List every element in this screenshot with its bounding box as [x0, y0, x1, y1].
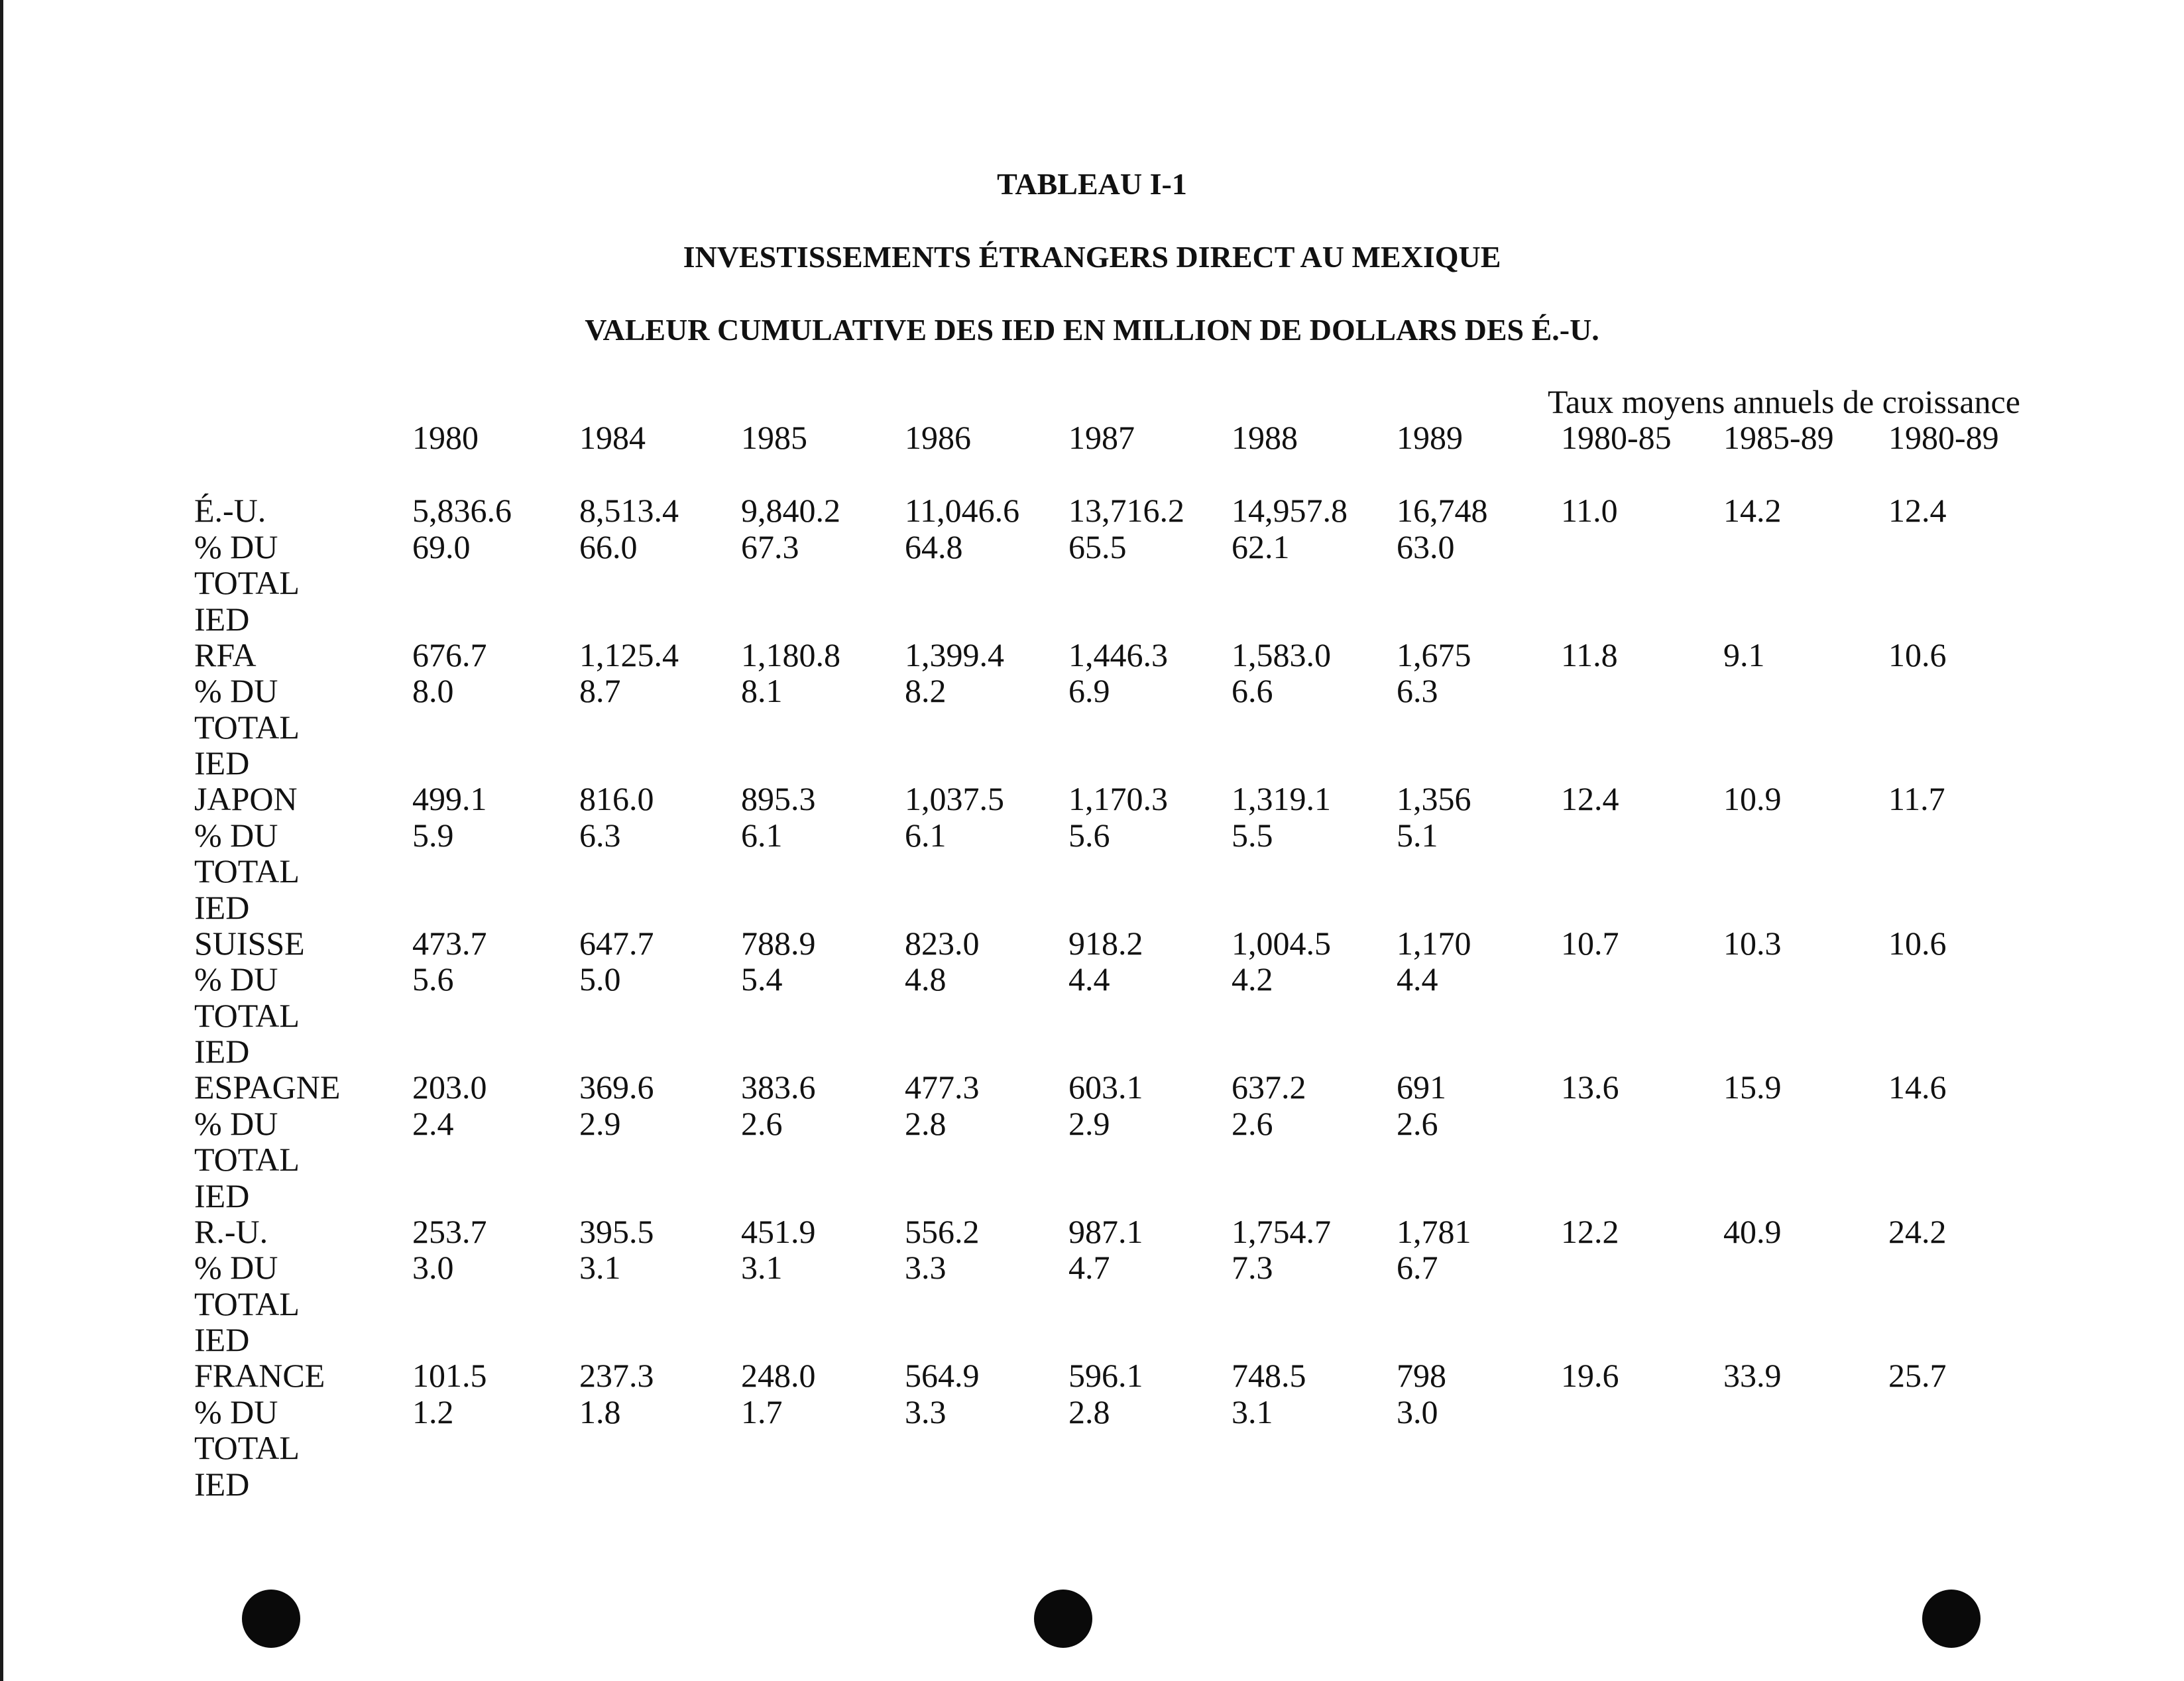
table-title: INVESTISSEMENTS ÉTRANGERS DIRECT AU MEXIQUE: [683, 240, 1501, 274]
table-cell-value: 11,046.6: [905, 492, 1020, 529]
table-cell-value: 987.1: [1068, 1212, 1143, 1250]
table-cell-share: 3.1: [1232, 1393, 1273, 1430]
table-cell-share: 1.2: [412, 1393, 454, 1430]
table-cell-value: 10.6: [1888, 924, 1947, 962]
table-cell-share: 66.0: [579, 528, 638, 565]
table-cell-value: 1,004.5: [1232, 924, 1331, 962]
table-cell-value: 10.9: [1723, 780, 1782, 817]
table-cell-value: 748.5: [1232, 1357, 1306, 1394]
table-cell-value: 12.4: [1888, 492, 1947, 529]
column-header: 1987: [1068, 419, 1135, 456]
row-label-country: R.-U.: [194, 1212, 268, 1250]
row-label-country: FRANCE: [194, 1357, 325, 1394]
table-cell-share: 67.3: [741, 528, 799, 565]
table-cell-value: 477.3: [905, 1069, 980, 1106]
column-header: 1980-89: [1888, 419, 1999, 456]
table-cell-value: 1,399.4: [905, 636, 1004, 673]
table-cell-value: 1,675: [1397, 636, 1471, 673]
punch-hole-center: [1034, 1590, 1092, 1648]
table-cell-share: 5.1: [1397, 816, 1438, 854]
column-header: 1986: [905, 419, 971, 456]
table-cell-value: 19.6: [1561, 1357, 1619, 1394]
row-label-share: % DU: [194, 1104, 278, 1142]
table-number: TABLEAU I-1: [997, 167, 1187, 201]
column-header: 1985: [741, 419, 807, 456]
row-label-country: ESPAGNE: [194, 1069, 341, 1106]
table-cell-value: 10.7: [1561, 924, 1619, 962]
row-label-country: SUISSE: [194, 924, 305, 962]
row-label-share: % DU: [194, 528, 278, 565]
column-header: 1980: [412, 419, 479, 456]
table-cell-share: 2.6: [1232, 1104, 1273, 1142]
table-cell-share: 4.2: [1232, 960, 1273, 998]
table-cell-value: 691: [1397, 1069, 1446, 1106]
row-label-share: IED: [194, 1033, 250, 1070]
table-cell-value: 788.9: [741, 924, 816, 962]
table-cell-share: 2.9: [1068, 1104, 1110, 1142]
table-cell-value: 14.2: [1723, 492, 1782, 529]
table-cell-value: 13.6: [1561, 1069, 1619, 1106]
row-label-share: TOTAL: [194, 1429, 300, 1466]
row-label-share: % DU: [194, 1393, 278, 1430]
table-cell-value: 676.7: [412, 636, 487, 673]
table-cell-value: 895.3: [741, 780, 816, 817]
table-cell-share: 2.6: [741, 1104, 783, 1142]
table-cell-value: 1,125.4: [579, 636, 679, 673]
table-cell-share: 4.8: [905, 960, 947, 998]
table-cell-share: 2.6: [1397, 1104, 1438, 1142]
table-cell-value: 11.7: [1888, 780, 1945, 817]
table-cell-value: 203.0: [412, 1069, 487, 1106]
table-cell-value: 15.9: [1723, 1069, 1782, 1106]
row-label-share: TOTAL: [194, 708, 300, 746]
table-cell-share: 6.7: [1397, 1249, 1438, 1286]
table-cell-share: 2.8: [1068, 1393, 1110, 1430]
table-cell-share: 64.8: [905, 528, 963, 565]
table-cell-share: 8.1: [741, 672, 783, 709]
table-cell-share: 2.4: [412, 1104, 454, 1142]
table-cell-value: 647.7: [579, 924, 654, 962]
row-label-country: RFA: [194, 636, 257, 673]
table-cell-value: 13,716.2: [1068, 492, 1184, 529]
row-label-share: % DU: [194, 960, 278, 998]
row-label-share: IED: [194, 1465, 250, 1503]
column-header: 1985-89: [1723, 419, 1834, 456]
table-cell-share: 8.0: [412, 672, 454, 709]
table-cell-value: 637.2: [1232, 1069, 1306, 1106]
table-cell-share: 6.3: [1397, 672, 1438, 709]
column-header: 1988: [1232, 419, 1298, 456]
table-cell-share: 5.6: [1068, 816, 1110, 854]
table-cell-share: 65.5: [1068, 528, 1127, 565]
row-label-share: % DU: [194, 816, 278, 854]
table-cell-share: 5.9: [412, 816, 454, 854]
table-cell-share: 62.1: [1232, 528, 1290, 565]
table-cell-share: 6.9: [1068, 672, 1110, 709]
column-header: 1989: [1397, 419, 1463, 456]
row-label-share: IED: [194, 1321, 250, 1358]
punch-hole-right: [1922, 1590, 1981, 1648]
row-label-share: % DU: [194, 1249, 278, 1286]
table-cell-share: 5.0: [579, 960, 621, 998]
column-header: 1980-85: [1561, 419, 1672, 456]
table-cell-value: 1,170: [1397, 924, 1471, 962]
row-label-country: É.-U.: [194, 492, 266, 529]
row-label-share: TOTAL: [194, 1141, 300, 1178]
table-cell-value: 499.1: [412, 780, 487, 817]
table-cell-value: 16,748: [1397, 492, 1488, 529]
row-label-share: IED: [194, 1177, 250, 1214]
punch-hole-left: [242, 1590, 300, 1648]
row-label-share: TOTAL: [194, 852, 300, 890]
row-label-share: IED: [194, 744, 250, 782]
table-cell-value: 101.5: [412, 1357, 487, 1394]
table-cell-share: 3.0: [1397, 1393, 1438, 1430]
table-cell-value: 395.5: [579, 1212, 654, 1250]
row-label-share: TOTAL: [194, 564, 300, 601]
table-cell-value: 33.9: [1723, 1357, 1782, 1394]
table-cell-value: 12.4: [1561, 780, 1619, 817]
table-cell-share: 6.1: [741, 816, 783, 854]
table-cell-share: 6.3: [579, 816, 621, 854]
table-cell-share: 8.2: [905, 672, 947, 709]
table-cell-value: 25.7: [1888, 1357, 1947, 1394]
table-cell-share: 1.8: [579, 1393, 621, 1430]
table-cell-value: 556.2: [905, 1212, 980, 1250]
table-cell-value: 8,513.4: [579, 492, 679, 529]
table-cell-value: 1,781: [1397, 1212, 1471, 1250]
table-cell-share: 7.3: [1232, 1249, 1273, 1286]
table-cell-value: 1,170.3: [1068, 780, 1168, 817]
table-cell-value: 253.7: [412, 1212, 487, 1250]
row-label-share: % DU: [194, 672, 278, 709]
table-cell-share: 2.8: [905, 1104, 947, 1142]
row-label-share: IED: [194, 600, 250, 638]
table-cell-value: 248.0: [741, 1357, 816, 1394]
table-cell-value: 596.1: [1068, 1357, 1143, 1394]
table-cell-value: 451.9: [741, 1212, 816, 1250]
table-cell-share: 5.4: [741, 960, 783, 998]
row-label-country: JAPON: [194, 780, 298, 817]
table-cell-value: 14.6: [1888, 1069, 1947, 1106]
table-cell-value: 564.9: [905, 1357, 980, 1394]
table-cell-value: 816.0: [579, 780, 654, 817]
table-cell-value: 1,446.3: [1068, 636, 1168, 673]
table-cell-share: 63.0: [1397, 528, 1455, 565]
table-cell-value: 12.2: [1561, 1212, 1619, 1250]
table-cell-share: 5.5: [1232, 816, 1273, 854]
table-cell-value: 369.6: [579, 1069, 654, 1106]
table-cell-value: 1,037.5: [905, 780, 1004, 817]
row-label-share: TOTAL: [194, 996, 300, 1034]
table-cell-value: 1,754.7: [1232, 1212, 1331, 1250]
table-cell-share: 4.4: [1068, 960, 1110, 998]
table-cell-share: 6.1: [905, 816, 947, 854]
table-cell-value: 11.0: [1561, 492, 1618, 529]
growth-rates-header: Taux moyens annuels de croissance: [1548, 383, 2020, 420]
table-cell-value: 9,840.2: [741, 492, 840, 529]
table-cell-value: 798: [1397, 1357, 1446, 1394]
table-cell-value: 237.3: [579, 1357, 654, 1394]
table-cell-value: 918.2: [1068, 924, 1143, 962]
table-cell-value: 603.1: [1068, 1069, 1143, 1106]
table-cell-value: 1,583.0: [1232, 636, 1331, 673]
row-label-share: IED: [194, 888, 250, 926]
table-cell-share: 3.3: [905, 1393, 947, 1430]
table-cell-share: 4.4: [1397, 960, 1438, 998]
table-cell-share: 5.6: [412, 960, 454, 998]
table-cell-value: 14,957.8: [1232, 492, 1348, 529]
table-cell-value: 1,180.8: [741, 636, 840, 673]
table-cell-share: 69.0: [412, 528, 471, 565]
table-cell-value: 24.2: [1888, 1212, 1947, 1250]
table-cell-value: 5,836.6: [412, 492, 512, 529]
column-header: 1984: [579, 419, 646, 456]
table-cell-share: 2.9: [579, 1104, 621, 1142]
table-cell-value: 383.6: [741, 1069, 816, 1106]
table-cell-value: 1,319.1: [1232, 780, 1331, 817]
table-cell-value: 10.3: [1723, 924, 1782, 962]
table-cell-value: 1,356: [1397, 780, 1471, 817]
table-cell-share: 3.1: [579, 1249, 621, 1286]
table-cell-value: 40.9: [1723, 1212, 1782, 1250]
table-cell-share: 3.3: [905, 1249, 947, 1286]
table-cell-value: 823.0: [905, 924, 980, 962]
table-cell-share: 1.7: [741, 1393, 783, 1430]
table-cell-share: 3.1: [741, 1249, 783, 1286]
row-label-share: TOTAL: [194, 1285, 300, 1322]
table-cell-share: 8.7: [579, 672, 621, 709]
table-cell-share: 3.0: [412, 1249, 454, 1286]
table-subtitle: VALEUR CUMULATIVE DES IED EN MILLION DE DOLLARS DES É.-U.: [585, 313, 1599, 347]
table-cell-value: 9.1: [1723, 636, 1765, 673]
table-cell-value: 473.7: [412, 924, 487, 962]
table-cell-share: 6.6: [1232, 672, 1273, 709]
table-cell-share: 4.7: [1068, 1249, 1110, 1286]
table-cell-value: 10.6: [1888, 636, 1947, 673]
table-cell-value: 11.8: [1561, 636, 1618, 673]
